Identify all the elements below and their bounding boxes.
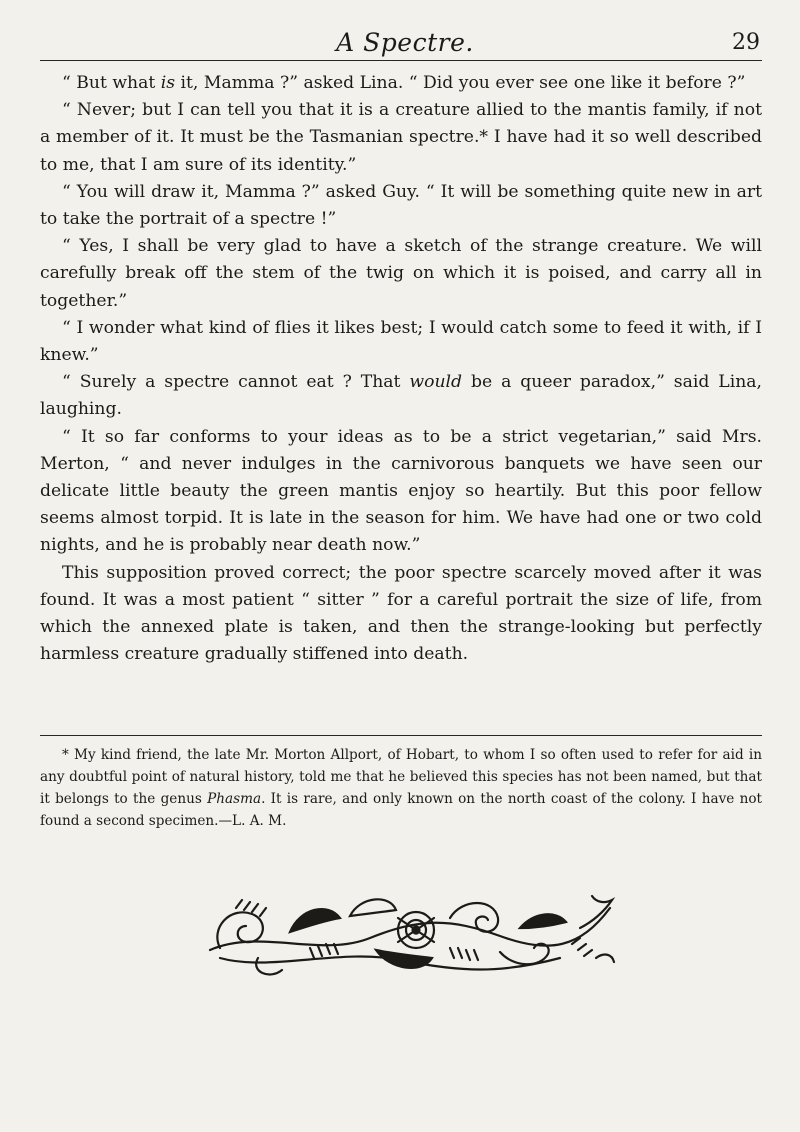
paragraph-6: “ Surely a spectre cannot eat ? That would be a queer paradox,” said Lina, laughing.	[40, 372, 762, 420]
running-title: A Spectre.	[336, 28, 474, 57]
paragraph-7: “ It so far conforms to your ideas as to be a strict vegetarian,” said Mrs. Merton, “ and never indulges in the carnivorous banquets we have seen our delicate little beauty the green mantis enjoy so heartily. But this poor fellow seems almost torpid. It is late in the season for him. We have had one or two cold nights, and he is probably near death now.”	[40, 426, 762, 556]
emphasis-is: is	[160, 73, 176, 93]
paragraph-1: “ But what is it, Mamma ?” asked Lina. “ Did you ever see one like it before ?”	[62, 73, 746, 93]
page-number: 29	[732, 30, 760, 55]
paragraph-3: “ You will draw it, Mamma ?” asked Guy. “ It will be something quite new in art to take the portrait of a spectre !”	[40, 181, 762, 230]
page-header	[0, 14, 800, 57]
paragraph-5: “ I wonder what kind of flies it likes best; I would catch some to feed it with, if I knew.”	[40, 317, 762, 366]
paragraph-8: This supposition proved correct; the poor spectre scarcely moved after it was found. It was a most patient “ sitter ” for a careful portrait the size of life, from which the annexed plate is taken, and then the strange-looking but perfectly harmless creature gradually stiffened into death.	[40, 562, 762, 665]
body-text	[40, 70, 762, 668]
paragraph-4: “ Yes, I shall be very glad to have a sketch of the strange creature. We will carefully break off the stem of the twig on which it is poised, and carry all in together.”	[40, 236, 762, 311]
header-rule	[40, 60, 762, 61]
footnote-genus: Phasma	[207, 791, 262, 807]
emphasis-would: would	[409, 372, 463, 393]
floral-scroll-tailpiece-icon	[200, 888, 620, 980]
footnote: * My kind friend, the late Mr. Morton Allport, of Hobart, to whom I so often used to refer for aid in any doubtful point of natural history, told me that he believed this species has not been named, but that it belongs to the genus Phasma. It is rare, and only known on the north coast of the colony. I have not found a second specimen.—L. A. M.	[40, 747, 762, 829]
paragraph-2: “ Never; but I can tell you that it is a creature allied to the mantis family, if not a member of it. It must be the Tasmanian spectre.* I have had it so well described to me, that I am sure of its identity.”	[40, 100, 762, 175]
footnote-rule	[40, 735, 762, 736]
